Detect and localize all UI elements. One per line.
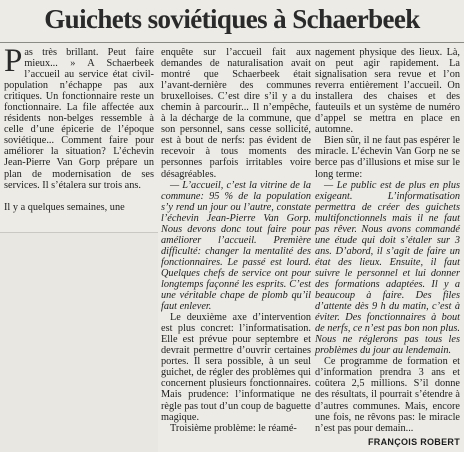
paragraph-body: Troisième problème: le réamé- <box>170 422 297 434</box>
empty-area <box>0 232 158 452</box>
quote-paragraph: — Le public est de plus en plus exigeant. L’informatisation permettra de créer des guichets multifonctionnels mais il ne faut pas rêver. Nous avons commandé une étude qui doit s’étaler sur 3 ans. D’abord, il s’agit de faire un état des lieux. Ensuite, il faut suivre le personnel et lui donner des formations adaptées. Il y a beaucoup à faire. Des files d’attente dès 9 h du matin, c’est à éviter. Des fonctionnaires à bout de nerfs, ce n’est pas bon non plus. Nous ne réglerons pas tous les problèmes du jour au lendemain. <box>315 179 460 357</box>
paragraph-intro <box>4 43 154 191</box>
paragraph-body: Bien sûr, il ne faut pas espérer le miracle. L’échevin Van Gorp ne se berce pas d’illusions et mise sur le long terme: <box>315 135 460 180</box>
headline: Guichets soviétiques à Schaerbeek <box>44 4 420 34</box>
column-2 <box>161 47 311 434</box>
column-1 <box>4 43 154 213</box>
quote-paragraph: — L’accueil, c’est la vitrine de la commune: 95 % de la population s’y rend un jour ou l’autre, constate l’échevin Jean-Pierre Van Gorp. Nous devons donc tout faire pour améliorer l’accueil. Première difficulté: changer la mentalité des fonctionnaires. Le passé est lourd. Quelques chefs de service ont pour longtemps façonné les esprits. C’est une véritable chape de plomb qu’il faut enlever. <box>161 179 311 313</box>
paragraph-body: enquête sur l’accueil fait aux demandes de naturalisation avait montré que Schaerbeek était l’avant-dernière des communes bruxelloises. C’est dire s’il y a du chemin à parcourir... Il n’empêche, à la décharge de la commune, que son personnel, sans cesse sollicité, est à bout de nerfs: pas évident de recevoir à tous moments des personnes parfois irritables voire désagréables. <box>161 47 311 180</box>
column-3 <box>315 47 460 448</box>
paragraph-body: nagement physique des lieux. Là, on peut agir rapidement. La signalisation sera revue et l’on reverra entièrement l’accueil. On installera des chaises et des fauteuils et un système de numéro d’appel se mettra en place en automne. <box>315 47 460 136</box>
drop-cap: P <box>4 43 23 79</box>
paragraph-body: Le deuxième axe d’intervention est plus concret: l’informatisation. Elle est prévue pour septembre et devrait permettre d’ouvrir certaines portes. Il sera possible, à un seul guichet, de régler des problèmes qui concernent plusieurs fonctionnaires. Mais prudence: l’informatique ne règle pas tout d’un coup de baguette magique. <box>161 312 311 423</box>
author-byline: FRANÇOIS ROBERT <box>368 436 460 447</box>
paragraph-body: Ce programme de formation et d’information prendra 3 ans et coûtera 2,5 millions. S’il donne des résultats, il pourrait s’étendre à d’autres communes. Mais, encore une fois, ne rêvons pas: le miracle n’est pas pour demain... <box>315 356 460 434</box>
clipping-edge <box>0 232 158 233</box>
intro-text: as très brillant. Peut faire mieux... » A Schaerbeek l’accueil au service état civil-population n’échappe pas aux critiques. Un fonctionnaire reste un fonctionnaire. La file affectée aux résidents non-belges ressemble à celle d’une épicerie de l’époque soviétique... Comment faire pour améliorer la situation? L’échevin Jean-Pierre Van Gorp prépare un plan de modernisation de ses services. Il s’étalera sur trois ans. <box>4 47 154 191</box>
headline-rule <box>0 42 464 43</box>
paragraph-body: Il y a quelques semaines, une <box>4 201 125 213</box>
